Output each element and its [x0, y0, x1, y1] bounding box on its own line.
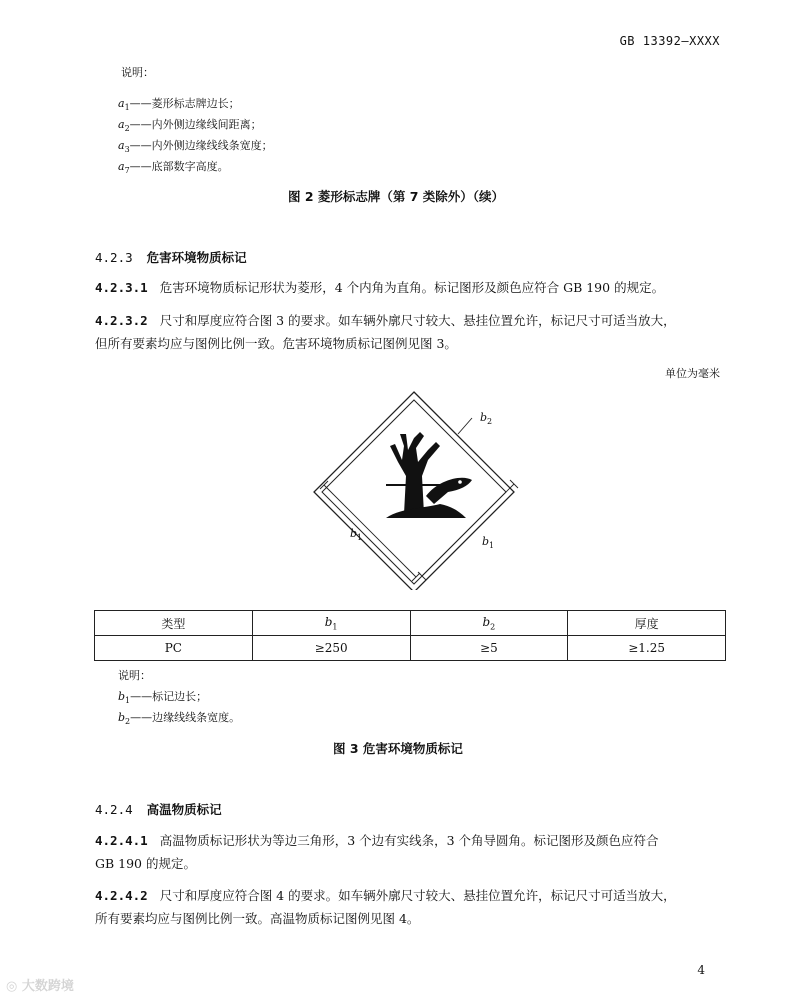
- b1-dimension-left: [324, 485, 416, 577]
- legend-item: $a_2——$内外侧边缘线间距离；: [118, 118, 262, 134]
- legend-item: $b_1——$标记边长；: [118, 690, 208, 706]
- environmental-hazard-diagram: [300, 380, 540, 590]
- table-row: [95, 636, 726, 661]
- paragraph: 4.2.4.1 高温物质标记形状为等边三角形，3 个边有实线条，3 个角导圆角。标记图形及颜色应符合: [95, 833, 659, 848]
- label-b2: $b_2$: [480, 411, 493, 427]
- table-cell: ≥5: [410, 636, 568, 661]
- unit-note: 单位为毫米: [665, 367, 720, 380]
- section-heading: 4.2.4 高温物质标记: [95, 802, 222, 817]
- legend-item: $a_7——$底部数字高度。: [118, 160, 229, 176]
- legend-item: $a_1——$菱形标志牌边长；: [118, 97, 240, 113]
- table-header-cell: $b_1$: [252, 611, 410, 636]
- page-number: 4: [697, 963, 705, 977]
- legend-item: $b_2——$边缘线线条宽度。: [118, 711, 241, 727]
- watermark-logo-icon: ◎: [6, 979, 22, 994]
- table-header-cell: 厚度: [568, 611, 726, 636]
- legend-title: 说明：: [121, 66, 154, 79]
- paragraph-continuation: GB 190 的规定。: [95, 856, 196, 871]
- b2-leader-line: [458, 418, 472, 434]
- section-heading: 4.2.3 危害环境物质标记: [95, 250, 247, 265]
- label-b1-right: $b_1$: [482, 535, 495, 551]
- table-header-cell: $b_2$: [410, 611, 568, 636]
- paragraph-continuation: 所有要素均应与图例比例一致。高温物质标记图例见图 4。: [95, 911, 420, 926]
- figure-caption: 图 2 菱形标志牌（第 7 类除外）（续）: [288, 189, 505, 204]
- watermark: ◎ 大数跨境: [6, 979, 74, 994]
- legend-item: $a_3——$内外侧边缘线线条宽度；: [118, 139, 273, 155]
- ground-icon: [386, 504, 466, 518]
- table-cell: ≥250: [252, 636, 410, 661]
- paragraph: 4.2.4.2 尺寸和厚度应符合图 4 的要求。如车辆外廓尺寸较大、悬挂位置允许，标记尺寸可适当放大，: [95, 888, 676, 903]
- table-header-row: [95, 611, 726, 636]
- paragraph-continuation: 但所有要素均应与图例比例一致。危害环境物质标记图例见图 3。: [95, 336, 457, 351]
- figure-caption: 图 3 危害环境物质标记: [333, 741, 463, 756]
- paragraph: 4.2.3.1 危害环境物质标记形状为菱形，4 个内角为直角。标记图形及颜色应符合 GB 190 的规定。: [95, 280, 665, 295]
- spec-table: [94, 610, 726, 661]
- dead-fish-icon: [426, 478, 472, 504]
- paragraph: 4.2.3.2 尺寸和厚度应符合图 3 的要求。如车辆外廓尺寸较大、悬挂位置允许，标记尺寸可适当放大，: [95, 313, 676, 328]
- dead-tree-icon: [386, 432, 448, 514]
- standard-number: GB 13392—XXXX: [619, 34, 720, 48]
- table-cell: PC: [95, 636, 253, 661]
- label-b1-left: $b_1$: [350, 527, 363, 543]
- legend-title: 说明：: [118, 669, 151, 682]
- table-header-cell: 类型: [95, 611, 253, 636]
- table-cell: ≥1.25: [568, 636, 726, 661]
